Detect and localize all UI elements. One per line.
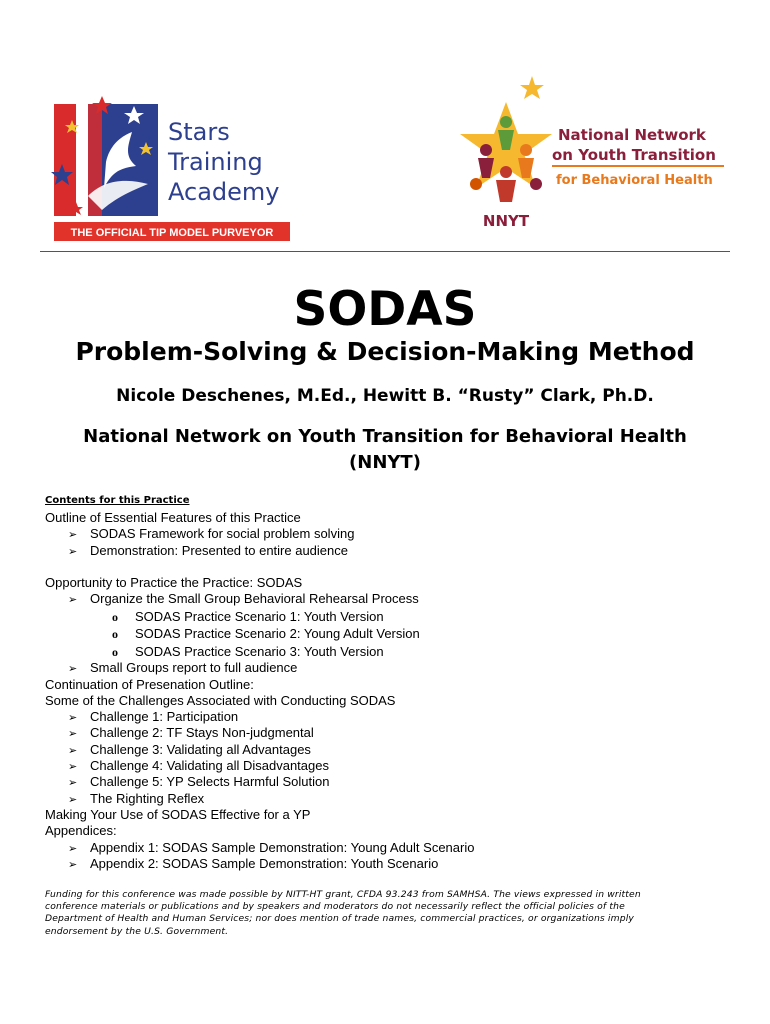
arrow-bullet-icon: ➢ — [68, 663, 78, 676]
list-item: ➢ Organize the Small Group Behavioral Rehearsal Process — [45, 591, 735, 607]
list-item: ➢ Challenge 4: Validating all Disadvantages — [45, 758, 735, 774]
nnyt-acronym: NNYT — [482, 212, 530, 230]
circle-bullet-icon: o — [112, 609, 118, 624]
sub-list-item: o SODAS Practice Scenario 1: Youth Version — [45, 608, 735, 626]
footnote-line: endorsement by the U.S. Government. — [45, 925, 229, 937]
arrow-bullet-icon: ➢ — [68, 529, 78, 542]
footnote-line: conference materials or publications and by speakers and moderators do not necessarily reflect the official policies of the — [45, 901, 625, 913]
arrow-bullet-icon: ➢ — [68, 712, 78, 725]
list-item: ➢ Challenge 2: TF Stays Non-judgmental — [45, 725, 735, 741]
arrow-bullet-icon: ➢ — [68, 545, 78, 558]
section-heading: Making Your Use of SODAS Effective for a YP — [45, 806, 311, 822]
footnote-line: Funding for this conference was made possible by NITT-HT grant, CFDA 93.243 from SAMHSA. The views expressed in written — [45, 889, 641, 900]
stars-logo-line1: Stars — [168, 118, 230, 146]
funding-disclaimer — [45, 889, 735, 938]
stars-logo-banner-text: THE OFFICIAL TIP MODEL PURVEYOR — [70, 227, 274, 239]
section-heading: Some of the Challenges Associated with Conducting SODAS — [45, 692, 396, 708]
list-item: ➢ SODAS Framework for social problem solving — [45, 526, 735, 542]
stars-training-academy-logo — [48, 92, 296, 244]
list-item: ➢ Appendix 2: SODAS Sample Demonstration: Youth Scenario — [45, 856, 735, 872]
arrow-bullet-icon: ➢ — [68, 744, 78, 757]
figure-head — [500, 116, 512, 128]
list-item: ➢ Challenge 5: YP Selects Harmful Solution — [45, 774, 735, 790]
nnyt-logo-graphic — [446, 72, 736, 232]
arrow-bullet-icon: ➢ — [68, 728, 78, 741]
nnyt-line2: on Youth Transition — [552, 146, 716, 164]
nnyt-logo — [446, 72, 736, 232]
nnyt-line1: National Network — [558, 126, 706, 144]
section-heading: Appendices: — [45, 823, 117, 839]
list-item: ➢ Small Groups report to full audience — [45, 660, 735, 676]
organization-acronym: (NNYT) — [349, 452, 421, 473]
arrow-bullet-icon: ➢ — [68, 761, 78, 774]
section-heading: Continuation of Presenation Outline: — [45, 676, 254, 692]
sub-list-item: o SODAS Practice Scenario 3: Youth Version — [45, 643, 735, 661]
header-divider — [40, 251, 730, 252]
organization — [0, 424, 770, 476]
page-subtitle: Problem-Solving & Decision-Making Method — [75, 337, 695, 366]
section-heading: Opportunity to Practice the Practice: SODAS — [45, 575, 303, 591]
page-title: SODAS — [293, 282, 477, 337]
list-item: ➢ Demonstration: Presented to entire audience — [45, 543, 735, 559]
circle-bullet-icon: o — [112, 644, 118, 659]
footnote-line: Department of Health and Human Services; nor does mention of trade names, commercial practices, or organizations imply — [45, 913, 634, 925]
arrow-bullet-icon: ➢ — [68, 777, 78, 790]
organization-name: National Network on Youth Transition for Behavioral Health — [83, 426, 687, 447]
list-item: ➢ Appendix 1: SODAS Sample Demonstration: Young Adult Scenario — [45, 840, 735, 856]
nnyt-line3: for Behavioral Health — [556, 173, 713, 188]
list-item: ➢ Challenge 1: Participation — [45, 709, 735, 725]
contents-heading: Contents for this Practice — [45, 495, 190, 506]
sub-list-item: o SODAS Practice Scenario 2: Young Adult Version — [45, 625, 735, 643]
arrow-bullet-icon: ➢ — [68, 842, 78, 855]
list-item: ➢ The Righting Reflex — [45, 791, 735, 807]
circle-bullet-icon: o — [112, 627, 118, 642]
stars-logo-line3: Academy — [168, 178, 280, 206]
arrow-bullet-icon: ➢ — [68, 858, 78, 871]
arrow-bullet-icon: ➢ — [68, 793, 78, 806]
section-heading: Outline of Essential Features of this Practice — [45, 510, 301, 525]
stars-logo-line2: Training — [168, 148, 263, 176]
contents-section — [45, 494, 735, 872]
list-item: ➢ Challenge 3: Validating all Advantages — [45, 742, 735, 758]
stars-logo-graphic — [48, 92, 296, 244]
arrow-bullet-icon: ➢ — [68, 594, 78, 607]
star-icon — [520, 76, 544, 99]
authors: Nicole Deschenes, M.Ed., Hewitt B. “Rusty” Clark, Ph.D. — [116, 386, 654, 406]
